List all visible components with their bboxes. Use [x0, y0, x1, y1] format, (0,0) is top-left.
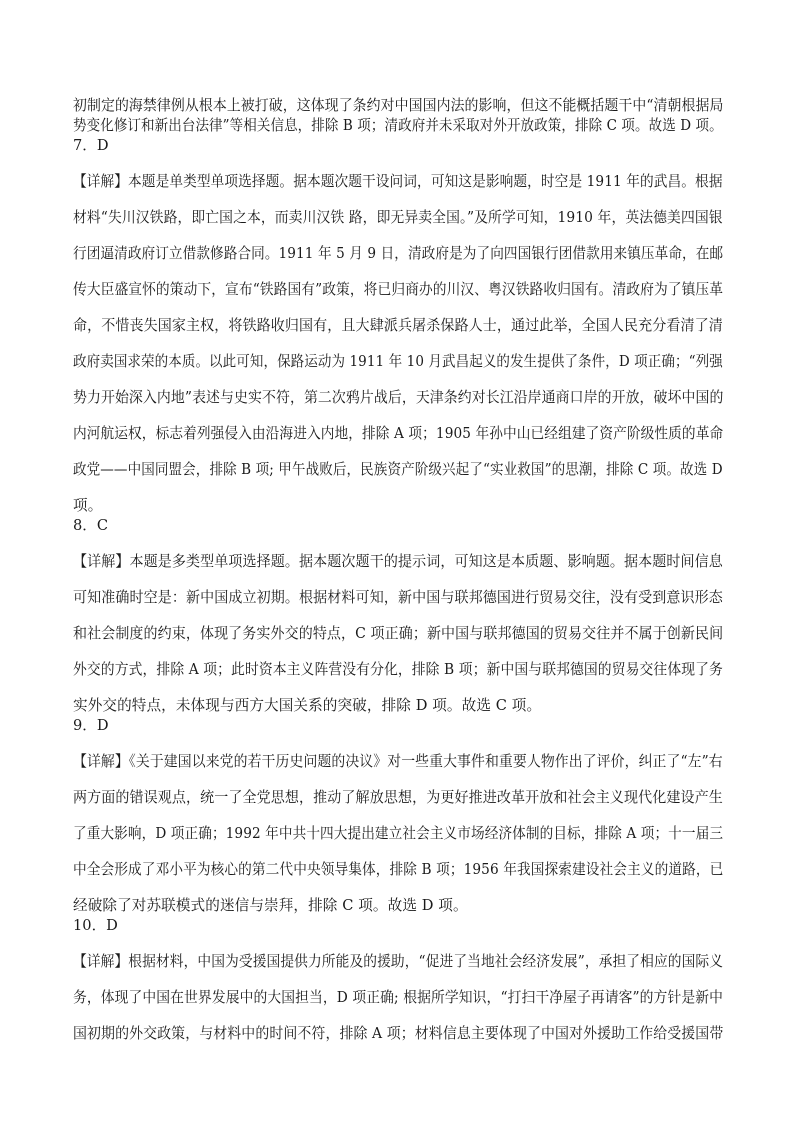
text-line: 项。: [73, 497, 103, 514]
text-line: 传大臣盛宣怀的策动下，宣布“铁路国有”政策，将已归商办的川汉、粤汉铁路收归国有。清政府为了镇压革: [73, 281, 724, 298]
text-line: 【详解】本题是单类型单项选择题。据本题次题干设问词，可知这是影响题，时空是 1911 年的武昌。根据: [73, 173, 723, 190]
answer-label: 10．D: [73, 917, 118, 934]
text-line: 务，体现了中国在世界发展中的大国担当，D 项正确; 根据所学知识，“打扫干净屋子再请客”的方针是新中: [73, 989, 723, 1006]
text-line: 中全会形成了邓小平为核心的第二代中央领导集体，排除 B 项；1956 年我国探索建设社会主义的道路，已: [73, 861, 724, 878]
text-line: 【详解】《关于建国以来党的若干历史问题的决议》对一些重大事件和重要人物作出了评价，纠正了“左”右: [73, 753, 723, 770]
text-line: 【详解】根据材料，中国为受援国提供力所能及的援助，“促进了当地社会经济发展”，承担了相应的国际义: [73, 953, 724, 970]
text-line: 了重大影响，D 项正确；1992 年中共十四大提出建立社会主义市场经济体制的目标，排除 A 项；十一届三: [73, 825, 724, 842]
text-line: 势变化修订和新出台法律”等相关信息，排除 B 项；清政府并未采取对外开放政策，排除 C 项。故选 D 项。: [73, 117, 723, 134]
text-line: 外交的方式，排除 A 项；此时资本主义阵营没有分化，排除 B 项；新中国与联邦德国的贸易交往体现了务: [73, 661, 723, 678]
question-8: [73, 516, 723, 716]
text-line: 内河航运权，标志着列强侵入由沿海进入内地，排除 A 项；1905 年孙中山已经组建了资产阶级性质的革命: [73, 425, 724, 442]
answer-label: 7．D: [73, 137, 109, 154]
text-line: 经破除了对苏联模式的迷信与崇拜，排除 C 项。故选 D 项。: [73, 897, 468, 914]
text-line: 两方面的错误观点，统一了全党思想，推动了解放思想，为更好推进改革开放和社会主义现代化建设产生: [73, 789, 723, 806]
text-line: 国初期的外交政策，与材料中的时间不符，排除 A 项；材料信息主要体现了中国对外援助工作给受援国带: [73, 1025, 724, 1042]
text-line: 政党——中国同盟会，排除 B 项; 甲午战败后，民族资产阶级兴起了“实业救国”的思潮，排除 C 项。故选 D: [73, 461, 723, 478]
answer-explanations-page: [73, 96, 723, 1044]
answer-label: 9．D: [73, 717, 109, 734]
text-line: 实外交的特点，未体现与西方大国关系的突破，排除 D 项。故选 C 项。: [73, 697, 542, 714]
question-7: [73, 136, 723, 516]
intro-paragraph: [73, 96, 723, 136]
text-line: 【详解】本题是多类型单项选择题。据本题次题干的提示词，可知这是本质题、影响题。据本题时间信息: [73, 553, 723, 570]
text-line: 初制定的海禁律例从根本上被打破，这体现了条约对中国国内法的影响，但这不能概括题干中“清朝根据局: [73, 97, 724, 114]
question-10: [73, 916, 723, 1044]
text-line: 势力开始深入内地”表述与史实不符，第二次鸦片战后，天津条约对长江沿岸通商口岸的开放，破坏中国的: [73, 389, 724, 406]
text-line: 和社会制度的约束，体现了务实外交的特点，C 项正确；新中国与联邦德国的贸易交往并不属于创新民间: [73, 625, 724, 642]
question-9: [73, 716, 723, 916]
text-line: 政府卖国求荣的本质。以此可知，保路运动为 1911 年 10 月武昌起义的发生提供了条件，D 项正确；“列强: [73, 353, 723, 370]
text-line: 可知准确时空是：新中国成立初期。根据材料可知，新中国与联邦德国进行贸易交往，没有受到意识形态: [73, 589, 723, 606]
text-line: 材料“失川汉铁路，即亡国之本，而卖川汉铁 路，即无异卖全国。”及所学可知，1910 年，英法德美四国银: [73, 209, 723, 226]
text-line: 命，不惜丧失国家主权，将铁路收归国有，且大肆派兵屠杀保路人士，通过此举，全国人民充分看清了清: [73, 317, 723, 334]
answer-label: 8．C: [73, 517, 109, 534]
text-line: 行团逼清政府订立借款修路合同。1911 年 5 月 9 日，清政府是为了向四国银行团借款用来镇压革命，在邮: [73, 245, 724, 262]
